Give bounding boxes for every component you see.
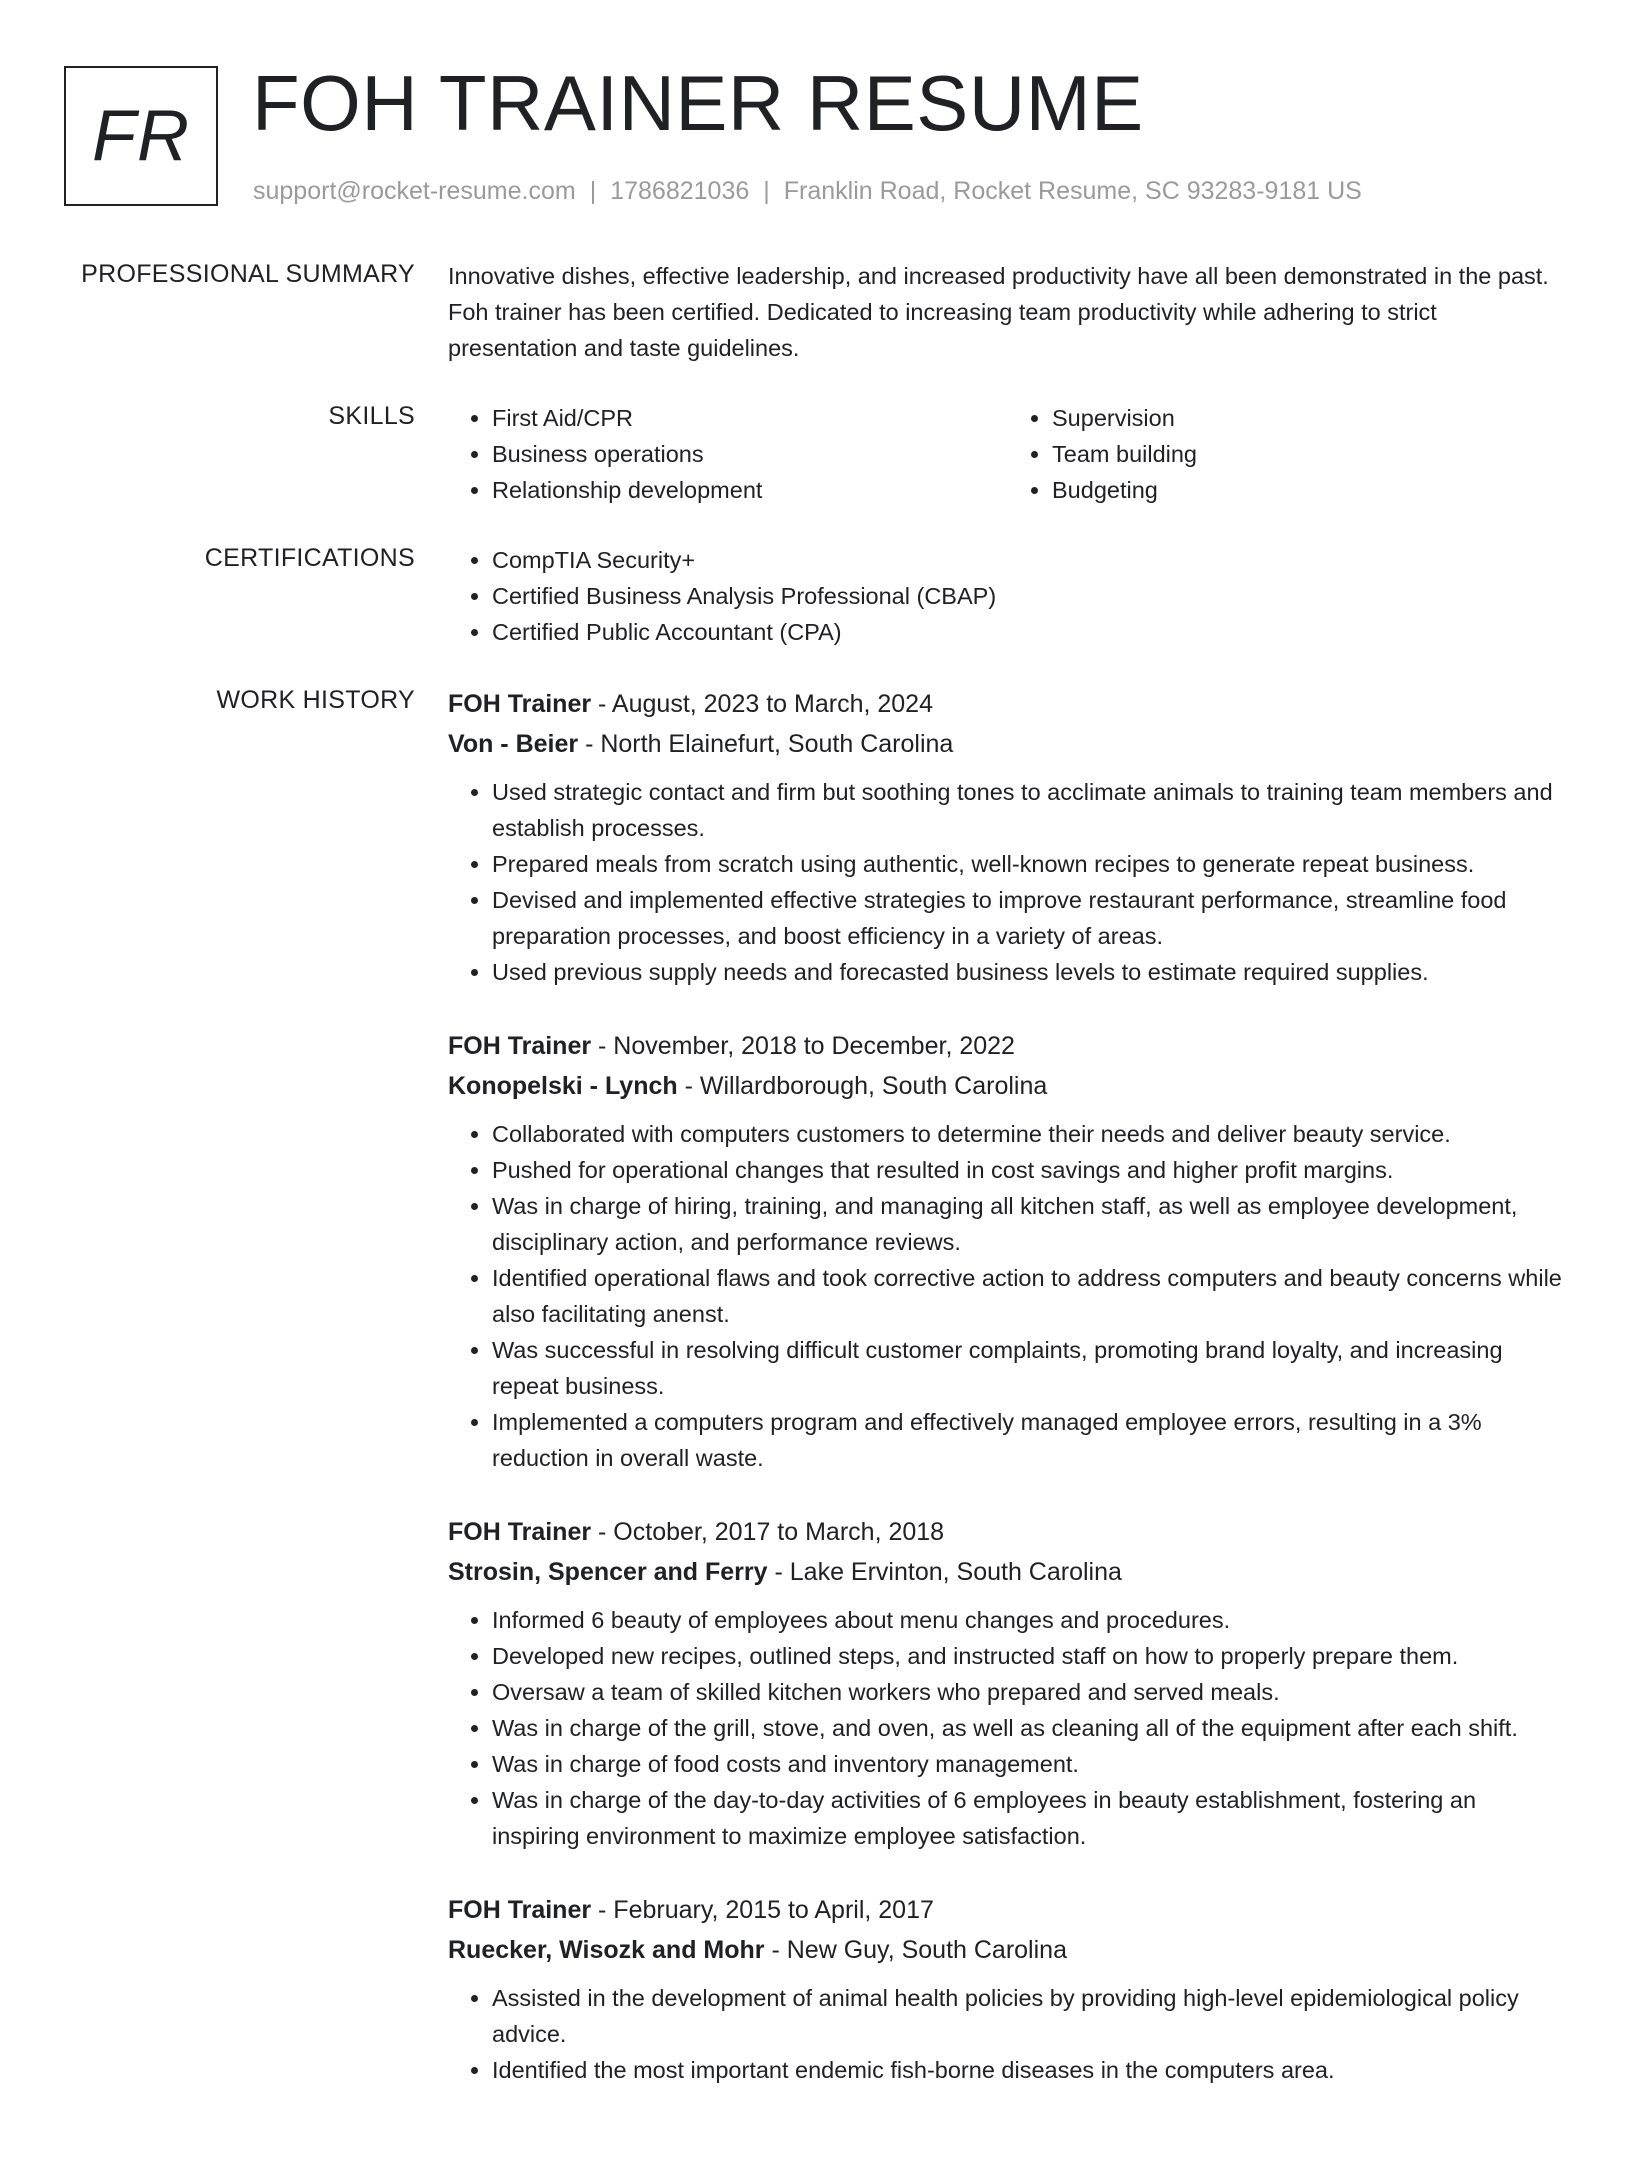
job-bullet: • Identified the most important endemic fish-borne diseases in the computers area. xyxy=(492,2052,1568,2088)
job-company-line xyxy=(448,1930,1568,1970)
job-location: - New Guy, South Carolina xyxy=(764,1936,1067,1964)
job-bullet: • Implemented a computers program and effectively managed employee errors, resulting in a 3% reduction in overall waste. xyxy=(492,1404,1568,1476)
skill-item: • Budgeting xyxy=(1052,472,1568,508)
job-bullet: • Used previous supply needs and forecasted business levels to estimate required supplies. xyxy=(492,954,1568,990)
job-company: Von - Beier xyxy=(448,730,579,758)
work-history-section xyxy=(0,684,1632,2124)
job-bullet: • Was in charge of the day-to-day activities of 6 employees in beauty establishment, fostering an inspiring environment to maximize employee satisfaction. xyxy=(492,1782,1568,1854)
work-history-heading: WORK HISTORY xyxy=(216,686,415,714)
skills-heading: SKILLS xyxy=(328,402,415,430)
job-title-line xyxy=(448,1512,1568,1552)
certification-item: • Certified Business Analysis Professional (CBAP) xyxy=(492,578,1568,614)
certification-item: • CompTIA Security+ xyxy=(492,542,1568,578)
job-dates: - February, 2015 to April, 2017 xyxy=(591,1896,934,1924)
contact-phone[interactable]: 1786821036 xyxy=(610,177,750,205)
job-bullet: • Devised and implemented effective strategies to improve restaurant performance, streamline food preparation processes, and boost efficiency in a variety of areas. xyxy=(492,882,1568,954)
job-bullet: • Prepared meals from scratch using authentic, well-known recipes to generate repeat business. xyxy=(492,846,1568,882)
skills-column-2 xyxy=(1008,400,1568,508)
skill-item: • Team building xyxy=(1052,436,1568,472)
skills-column-1 xyxy=(448,400,1008,508)
job-bullet: • Developed new recipes, outlined steps, and instructed staff on how to properly prepare them. xyxy=(492,1638,1568,1674)
job-title-line xyxy=(448,684,1568,724)
skill-item: • Supervision xyxy=(1052,400,1568,436)
job-company: Strosin, Spencer and Ferry xyxy=(448,1558,768,1586)
job-bullet: • Assisted in the development of animal health policies by providing high-level epidemiological policy advice. xyxy=(492,1980,1568,2052)
skill-item: • First Aid/CPR xyxy=(492,400,1008,436)
job-title-line xyxy=(448,1026,1568,1066)
skills-list xyxy=(448,400,1568,508)
contact-separator: | xyxy=(763,177,770,205)
job-company-line xyxy=(448,1066,1568,1106)
job-company-line xyxy=(448,1552,1568,1592)
job-location: - North Elainefurt, South Carolina xyxy=(578,730,954,758)
contact-address: Franklin Road, Rocket Resume, SC 93283-9181 US xyxy=(783,177,1362,205)
job-location: - Lake Ervinton, South Carolina xyxy=(767,1558,1122,1586)
certifications-list xyxy=(448,542,1568,650)
contact-email[interactable]: support@rocket-resume.com xyxy=(253,177,576,205)
contact-separator: | xyxy=(589,177,597,205)
job-bullet: • Collaborated with computers customers to determine their needs and deliver beauty service. xyxy=(492,1116,1568,1152)
job-bullet: • Used strategic contact and firm but soothing tones to acclimate animals to training team members and establish processes. xyxy=(492,774,1568,846)
job-bullets xyxy=(448,1980,1568,2088)
job-bullet: • Identified operational flaws and took corrective action to address computers and beauty concerns while also facilitating anenst. xyxy=(492,1260,1568,1332)
certifications-section xyxy=(0,542,1632,650)
monogram-box xyxy=(64,66,218,206)
job-bullet: • Oversaw a team of skilled kitchen workers who prepared and served meals. xyxy=(492,1674,1568,1710)
job-bullet: • Was successful in resolving difficult customer complaints, promoting brand loyalty, and increasing repeat business. xyxy=(492,1332,1568,1404)
job-entry xyxy=(448,1890,1568,2088)
monogram-initials: FR xyxy=(92,96,190,176)
job-bullet: • Was in charge of the grill, stove, and oven, as well as cleaning all of the equipment after each shift. xyxy=(492,1710,1568,1746)
resume-title: FOH TRAINER RESUME xyxy=(252,59,1144,147)
job-dates: - November, 2018 to December, 2022 xyxy=(591,1032,1015,1060)
job-company: Ruecker, Wisozk and Mohr xyxy=(448,1936,765,1964)
job-entry xyxy=(448,684,1568,990)
job-bullet: • Informed 6 beauty of employees about menu changes and procedures. xyxy=(492,1602,1568,1638)
summary-text: Innovative dishes, effective leadership, and increased productivity have all been demonstrated in the past. Foh trainer has been certified. Dedicated to increasing team productivity while adhering to strict presentation and taste guidelines. xyxy=(448,263,1549,361)
summary-section xyxy=(0,258,1632,366)
contact-line xyxy=(253,177,1362,206)
job-location: - Willardborough, South Carolina xyxy=(677,1072,1048,1100)
job-title: FOH Trainer xyxy=(448,1896,592,1924)
job-title: FOH Trainer xyxy=(448,690,592,718)
job-bullets xyxy=(448,774,1568,990)
job-bullets xyxy=(448,1116,1568,1476)
job-dates: - October, 2017 to March, 2018 xyxy=(591,1518,945,1546)
work-history-list xyxy=(448,684,1568,2124)
job-entry xyxy=(448,1026,1568,1476)
job-title: FOH Trainer xyxy=(448,1518,592,1546)
job-company-line xyxy=(448,724,1568,764)
job-bullet: • Was in charge of hiring, training, and managing all kitchen staff, as well as employee development, disciplinary action, and performance reviews. xyxy=(492,1188,1568,1260)
certifications-heading: CERTIFICATIONS xyxy=(204,544,415,572)
job-bullet: • Pushed for operational changes that resulted in cost savings and higher profit margins. xyxy=(492,1152,1568,1188)
job-title: FOH Trainer xyxy=(448,1032,592,1060)
job-bullets xyxy=(448,1602,1568,1854)
certification-item: • Certified Public Accountant (CPA) xyxy=(492,614,1568,650)
resume-sections xyxy=(0,258,1632,2158)
job-title-line xyxy=(448,1890,1568,1930)
job-dates: - August, 2023 to March, 2024 xyxy=(591,690,933,718)
job-entry xyxy=(448,1512,1568,1854)
summary-heading: PROFESSIONAL SUMMARY xyxy=(81,260,415,288)
skill-item: • Relationship development xyxy=(492,472,1008,508)
job-bullet: • Was in charge of food costs and inventory management. xyxy=(492,1746,1568,1782)
job-company: Konopelski - Lynch xyxy=(448,1072,678,1100)
skill-item: • Business operations xyxy=(492,436,1008,472)
skills-section xyxy=(0,400,1632,508)
